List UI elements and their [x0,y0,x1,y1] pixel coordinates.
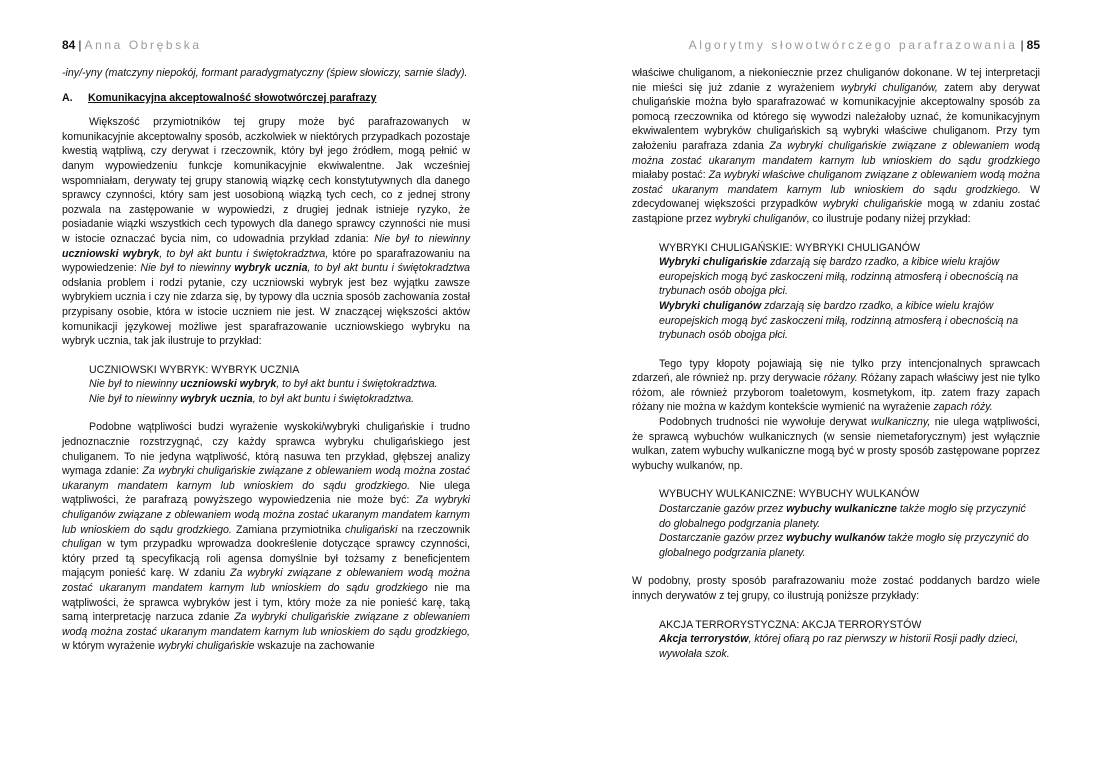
paragraph: Podobnych trudności nie wywołuje derywat wulkaniczny, nie ulega wątpliwości, że sprawcą wybuchów wulkanicznych (w sensie niemetaforycznym) jest wyłącznie wulkan, zatem wybuchy wulkaniczne mogą być w prosty sposób zastępowane poprzez wybuchy wulkanów, np. [632,416,1040,472]
page-number: 85 [1026,38,1040,52]
example-line: Wybryki chuliganów zdarzają się bardzo rzadko, a kibice wielu krajów europejskich mogą być zaskoczeni miłą, rodzinną atmosferą i obecnością na trybunach osób obojga płci. [659,299,1019,342]
page-number: 84 [62,38,76,52]
example-line: Wybryki chuligańskie zdarzają się bardzo rzadko, a kibice wielu krajów europejskich mogą być zaskoczeni miłą, rodzinną atmosferą i obecnością na trybunach osób obojga płci. [659,256,1019,298]
section-heading: A. Komunikacyjna akceptowalność słowotwórczej parafrazy [62,91,377,104]
left-body [62,66,470,654]
header-separator: | [78,38,82,52]
example-block [632,487,1040,560]
paragraph: W podobny, prosty sposób parafrazowaniu może zostać poddanych bardzo wiele innych derywatów z tej grupy, co ilustrują poniższe przykłady: [632,575,1040,602]
paragraph: właściwe chuliganom, a niekoniecznie przez chuliganów dokonane. W tej interpretacji nie mieści się już zdanie z wyrażeniem wybryki chuliganów, zatem aby derywat chuligańskie można było sparafrazować w komunikacyjnie akceptowalny sposób za pomocą rzeczownika od którego się wywodzi należałoby uznać, że komunikacyjnym ekwiwalentem wybryków chuligańskich są wybryki właściwe chuliganom. Przy tym założeniu parafraza zdania Za wybryki chuligańskie związane z oblewaniem wodą można zostać ukaranym mandatem karnym lub wnioskiem do sądu grodzkiego miałaby postać: Za wybryki właściwe chuliganom związane z oblewaniem wodą można zostać ukaranym mandatem karnym lub wnioskiem do sądu grodzkiego. W zdecydowanej większości przypadków wybryki chuligańskie mogą w zdaniu zostać zastąpione przez wybryki chuliganów, co ilustruje podany niżej przykład: [632,67,1041,225]
header-separator: | [1020,38,1024,52]
example-title: WYBUCHY WULKANICZNE: WYBUCHY WULKANÓW [659,488,920,501]
example-line: Dostarczanie gazów przez wybuchy wulkanów także mogło się przyczynić do globalnego podgrzania planety. [659,532,1029,559]
right-body [632,66,1040,661]
example-title: UCZNIOWSKI WYBRYK: WYBRYK UCZNIA [89,363,300,376]
example-line: Nie był to niewinny uczniowski wybryk, to był akt buntu i świętokradztwa. [89,378,438,391]
example-line: Nie był to niewinny wybryk ucznia, to był akt buntu i świętokradztwa. [89,392,415,405]
left-page [62,38,470,654]
right-page [632,38,1040,661]
left-running-header [62,38,470,54]
example-block [62,363,470,407]
example-line: Akcja terrorystów, której ofiarą po raz pierwszy w historii Rosji padły dzieci, wywołała szok. [659,633,1019,660]
paragraph: Tego typy kłopoty pojawiają się nie tylko przy intencjonalnych sprawcach zdarzeń, ale również np. przy derywacie różany. Różany zapach właściwy jest nie tylko różom, ale również przyborom toaletowym, kosmetykom, itp. zatem frazy zapach różany nie można w każdym kontekście wymienić na wyrażenie zapach róży. [632,357,1040,414]
example-block [632,618,1040,662]
running-header-author: Anna Obrębska [84,38,202,52]
example-title: AKCJA TERRORYSTYCZNA: AKCJA TERRORYSTÓW [659,618,922,631]
running-header-title: Algorytmy słowotwórczego parafrazowania [688,38,1018,52]
paragraph: Większość przymiotników tej grupy może być parafrazowanych w komunikacyjnie akceptowalny sposób, aczkolwiek w niektórych przypadkach pozostaje kwestią wątpliwą, czy derywat i rzeczownik, który był jego źródłem, mogą pełnić w danym wypowiedzeniu funkcje komunikacyjnie ekwiwalentne. Jak wcześniej wspomniałam, derywaty tej grupy stanowią wiązkę cech konstytutywnych dla danego sprawcy czynności, który sam jest uosobioną wiązką tych cech, co z jednej strony pozwala na zastępowanie w wypowiedzi, z drugiej jednak istnieje ryzyko, że posiadanie wiązki wszystkich cech typowych dla danego sprawcy czynności nie musi w istocie oznaczać bycia nim, co udowadnia przykład zdania: Nie był to niewinny uczniowski wybryk, to był akt buntu i świętokradztwa, które po sparafrazowaniu na wypowiedzenie: Nie był to niewinny wybryk ucznia, to był akt buntu i świętokradztwa odsłania problem i rodzi pytanie, czy uczniowski wybryk jest bez wyjątku zawsze wybrykiem ucznia i czy nie zdarza się, by typowy dla ucznia sposób zachowania został przypisany osobie, która w istocie uczniem nie jest. W znaczącej większości aktów komunikacji językowej możliwe jest sparafrazowanie uczniowskiego wybryku na wybryk ucznia, tak jak ilustruje to przykład: [62,116,471,348]
example-title: WYBRYKI CHULIGAŃSKIE: WYBRYKI CHULIGANÓW [659,241,920,254]
right-running-header [632,38,1040,54]
intro-fragment: -iny/-yny (matczyny niepokój, formant paradygmatyczny (śpiew słowiczy, sarnie ślady). [62,67,468,79]
example-block [632,241,1040,343]
example-line: Dostarczanie gazów przez wybuchy wulkaniczne także mogło się przyczynić do globalnego podgrzania planety. [659,503,1026,530]
paragraph: Podobne wątpliwości budzi wyrażenie wyskoki/wybryki chuligańskie i trudno jednoznacznie rozstrzygnąć, czy każdy sprawca wybryku chuligańskiego jest chuliganem. To nie jedyna wątpliwość, którą nasuwa ten przykład, głębszej analizy wymaga zdanie: Za wybryki chuligańskie związane z oblewaniem wodą można zostać ukaranym mandatem karnym lub wnioskiem do sądu grodzkiego. Nie ulega wątpliwości, że parafrazą powyższego wypowiedzenia nie może być: Za wybryki chuliganów związane z oblewaniem wodą można zostać ukaranym mandatem karnym lub wnioskiem do sądu grodzkiego. Zamiana przymiotnika chuligański na rzeczownik chuligan w tym przypadku wprowadza dookreślenie dotyczące sprawcy czynności, który przed tą specyfikacją roli agensa domyślnie był tożsamy z beneficjentem mającym ponieść karę. W zdaniu Za wybryki związane z oblewaniem wodą można zostać ukaranym mandatem karnym lub wnioskiem do sądu grodzkiego nie ma wątpliwości, że sprawca wybryków jest i tym, który może za nie ponieść karę, taką samą interpretację narzuca zdanie Za wybryki chuligańskie związane z oblewaniem wodą można zostać ukaranym mandatem karnym lub wnioskiem do sądu grodzkiego, w którym wyrażenie wybryki chuligańskie wskazuje na zachowanie [62,421,471,653]
